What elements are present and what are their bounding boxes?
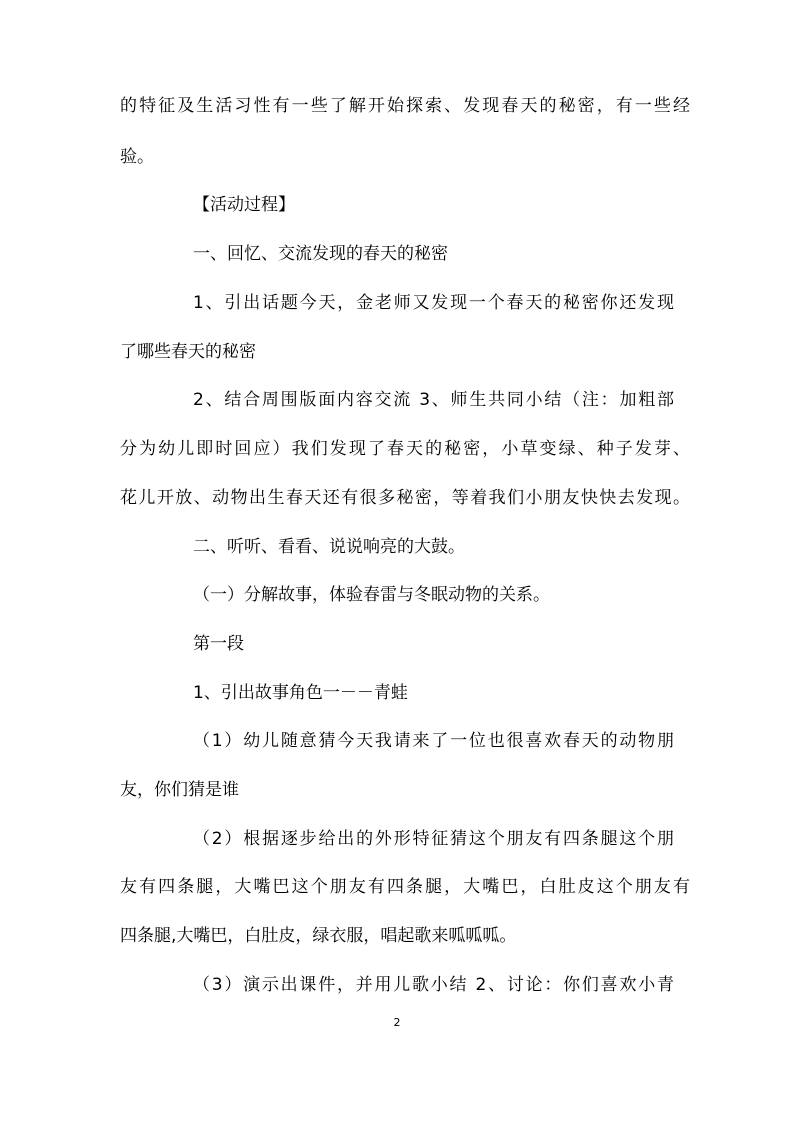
paragraph-line: 1、引出话题今天，金老师又发现一个春天的秘密你还发现 [193,293,674,313]
paragraph-line: 花儿开放、动物出生春天还有很多秘密，等着我们小朋友快快去发现。 [120,488,690,508]
section-heading: 一、回忆、交流发现的春天的秘密 [193,244,448,264]
paragraph-line: 验。 [120,147,154,167]
paragraph-line: 友有四条腿，大嘴巴这个朋友有四条腿，大嘴巴，白肚皮这个朋友有 [120,877,690,897]
paragraph-line: （3）演示出课件，并用儿歌小结 2、讨论：你们喜欢小青 [193,975,674,995]
section-heading: 二、听听、看看、说说响亮的大鼓。 [193,537,465,557]
paragraph-line: 友，你们猜是谁 [120,780,239,800]
paragraph-line: 四条腿,大嘴巴，白肚皮，绿衣服，唱起歌来呱呱呱。 [120,926,517,946]
subsection-heading: 第一段 [193,634,244,654]
section-heading: 【活动过程】 [193,195,295,215]
paragraph-line: 分为幼儿即时回应）我们发现了春天的秘密，小草变绿、种子发芽、 [120,439,690,459]
paragraph-line: （1）幼儿随意猜今天我请来了一位也很喜欢春天的动物朋 [193,731,674,751]
paragraph-line: 2、结合周围版面内容交流 3、师生共同小结（注：加粗部 [193,390,674,410]
paragraph-line: 的特征及生活习性有一些了解开始探索、发现春天的秘密，有一些经 [120,96,690,116]
subsection-heading: （一）分解故事，体验春雷与冬眠动物的关系。 [193,585,550,605]
paragraph-line: （2）根据逐步给出的外形特征猜这个朋友有四条腿这个朋 [193,829,674,849]
paragraph-line: 了哪些春天的秘密 [120,342,256,362]
paragraph-line: 1、引出故事角色一－－青蛙 [193,683,408,703]
page-number: 2 [393,1016,401,1029]
